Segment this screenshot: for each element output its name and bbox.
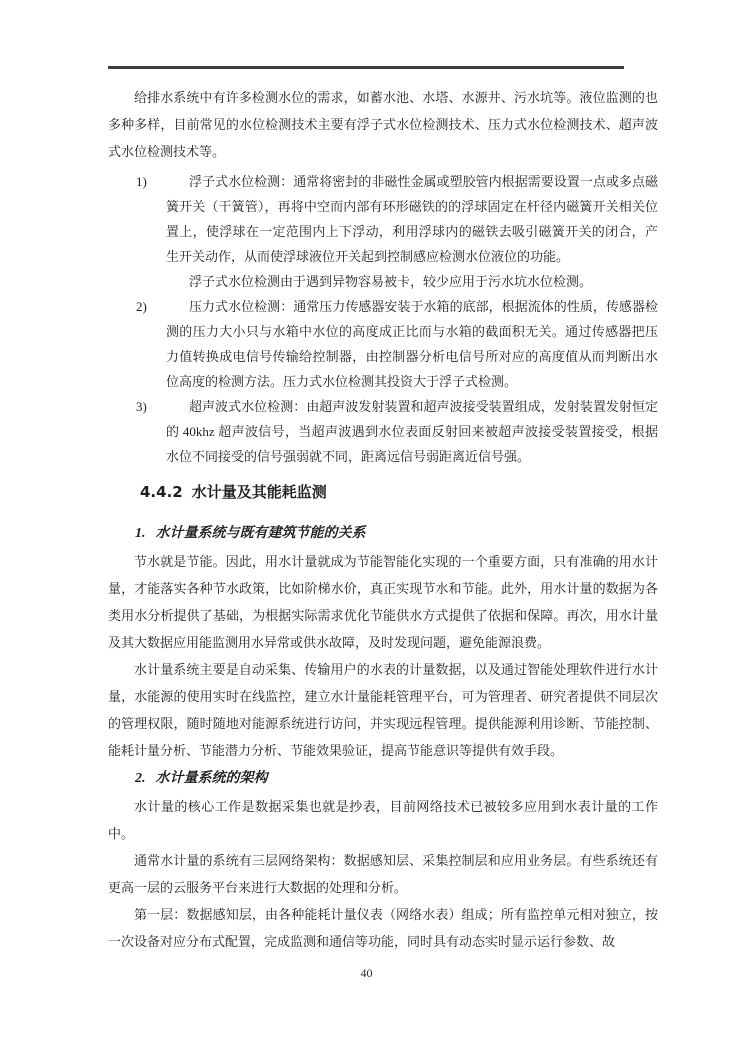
list-item-text: 浮子式水位检测：通常将密封的非磁性金属或塑胶管内根据需要设置一点或多点磁簧开关（干簧管），再将中空而内部有环形磁铁的的浮球固定在杆径内磁簧开关相关位置上，使浮球在一定范围内上下浮动，利用浮球内的磁铁去吸引磁簧开关的闭合，产生开关动作，从而使浮球液位开关起到控制感应检测水位液位的功能。 [166,174,658,264]
subsection-title: 水计量系统与既有建筑节能的关系 [155,526,366,541]
list-item-pressure-detection [108,294,658,394]
page-number: 40 [360,966,373,980]
list-item-marker: 3) [136,399,147,414]
body-paragraph: 节水就是节能。因此，用水计量就成为节能智能化实现的一个重要方面，只有准确的用水计量，才能落实各种节水政策，比如阶梯水价，真正实现节水和节能。此外，用水计量的数据为各类用水分析提供了基础，为根据实际需求优化节能供水方式提供了依据和保障。再次，用水计量及其大数据应用能监测用水异常或供水故障，及时发现问题，避免能源浪费。 [108,554,658,650]
subsection-heading-2 [135,768,658,790]
water-level-detection-list [108,169,658,469]
list-item-float-detection [108,169,658,294]
section-heading-442 [140,481,658,503]
subsection-heading-1 [135,523,658,545]
list-item-text: 压力式水位检测：通常压力传感器安装于水箱的底部，根据流体的性质，传感器检测的压力大小只与水箱中水位的高度成正比而与水箱的截面积无关。通过传感器把压力值转换成电信号传输给控制器，由控制器分析电信号所对应的高度值从而判断出水位高度的检测方法。压力式水位检测其投资大于浮子式检测。 [166,299,658,389]
list-item-marker: 2) [136,299,147,314]
body-paragraph: 第一层：数据感知层，由各种能耗计量仪表（网络水表）组成；所有监控单元相对独立，按一次设备对应分布式配置，完成监测和通信等功能，同时具有动态实时显示运行参数、故 [108,907,658,949]
list-item-note: 浮子式水位检测由于遇到异物容易被卡，较少应用于污水坑水位检测。 [189,274,593,289]
intro-paragraph: 给排水系统中有许多检测水位的需求，如蓄水池、水塔、水源井、污水坑等。液位监测的也多种多样，目前常见的水位检测技术主要有浮子式水位检测技术、压力式水位检测技术、超声波式水位检测技术等。 [108,90,658,159]
list-item-text: 超声波式水位检测：由超声波发射装置和超声波接受装置组成，发射装置发射恒定的 40khz 超声波信号，当超声波遇到水位表面反射回来被超声波接受装置接受，根据水位不同接受的信号强弱就不同，距离远信号弱距离近信号强。 [166,399,658,464]
section-number: 4.4.2 [140,483,183,501]
body-paragraph: 水计量系统主要是自动采集、传输用户的水表的计量数据，以及通过智能处理软件进行水计量，水能源的使用实时在线监控，建立水计量能耗管理平台，可为管理者、研究者提供不同层次的管理权限，随时随地对能源系统进行访问，并实现远程管理。提供能源利用诊断、节能控制、能耗计量分析、节能潜力分析、节能效果验证，提高节能意识等提供有效手段。 [108,662,658,758]
body-paragraph: 水计量的核心工作是数据采集也就是抄表，目前网络技术已被较多应用到水表计量的工作中。 [108,799,658,841]
page-content [108,84,658,955]
subsection-number: 1. [135,526,146,541]
list-item-ultrasonic-detection [108,394,658,469]
header-rule [108,66,624,69]
subsection-title: 水计量系统的架构 [155,771,268,786]
list-item-marker: 1) [136,174,147,189]
section-title: 水计量及其能耗监测 [191,483,327,501]
body-paragraph: 通常水计量的系统有三层网络架构：数据感知层、采集控制层和应用业务层。有些系统还有更高一层的云服务平台来进行大数据的处理和分析。 [108,853,658,895]
subsection-number: 2. [135,771,146,786]
